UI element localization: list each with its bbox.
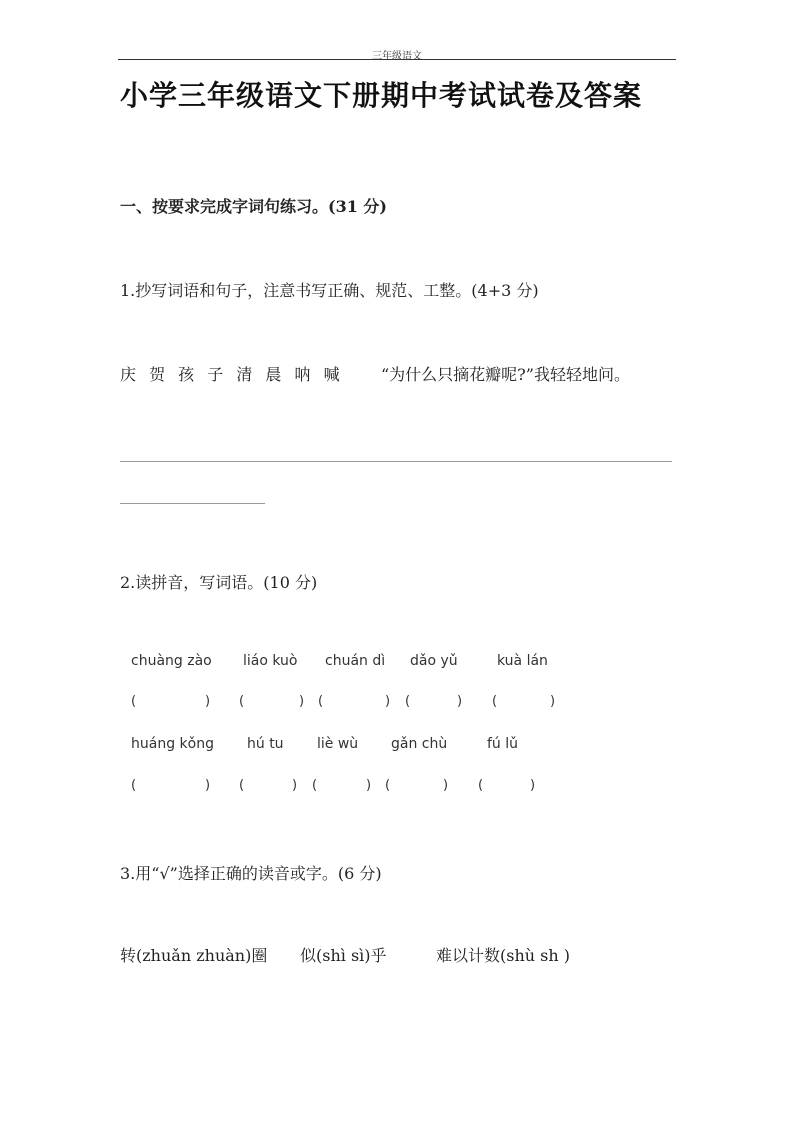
question-2-prompt: 2.读拼音，写词语。(10 分): [120, 573, 318, 592]
pinyin-item: fú lǔ: [487, 736, 519, 752]
answer-paren-open: (: [131, 778, 137, 793]
pinyin-item: gǎn chù: [391, 736, 448, 752]
answer-paren-close: ): [292, 778, 298, 793]
reading-option: 难以计数(shù sh ): [436, 946, 570, 965]
header-divider: [118, 59, 676, 60]
answer-paren-open: (: [385, 778, 391, 793]
answer-paren-open: (: [239, 778, 245, 793]
answer-paren-close: ): [205, 778, 211, 793]
answer-paren-close: ): [457, 694, 463, 709]
answer-paren-open: (: [405, 694, 411, 709]
pinyin-item: dǎo yǔ: [410, 653, 458, 669]
answer-paren-close: ): [366, 778, 372, 793]
answer-paren-close: ): [530, 778, 536, 793]
answer-paren-open: (: [131, 694, 137, 709]
answer-paren-close: ): [385, 694, 391, 709]
answer-paren-close: ): [205, 694, 211, 709]
page-title: 小学三年级语文下册期中考试试卷及答案: [120, 79, 643, 112]
writing-line: [120, 461, 672, 462]
pinyin-item: chuán dì: [325, 653, 386, 669]
reading-option: 转(zhuǎn zhuàn)圈: [120, 946, 268, 965]
answer-paren-close: ): [299, 694, 305, 709]
copy-words: 庆 贺 孩 子 清 晨 呐 喊: [120, 365, 340, 384]
writing-line-short: [120, 503, 265, 504]
section-1-heading: 一、按要求完成字词句练习。(31 分): [120, 197, 387, 216]
answer-paren-open: (: [492, 694, 498, 709]
question-3-prompt: 3.用“√”选择正确的读音或字。(6 分): [120, 864, 382, 883]
question-1-prompt: 1.抄写词语和句子，注意书写正确、规范、工整。(4+3 分): [120, 281, 539, 300]
reading-option: 似(shì sì)乎: [300, 946, 387, 965]
pinyin-item: huáng kǒng: [131, 736, 214, 752]
answer-paren-open: (: [239, 694, 245, 709]
answer-paren-open: (: [318, 694, 324, 709]
pinyin-item: liáo kuò: [243, 653, 298, 669]
answer-paren-open: (: [312, 778, 318, 793]
pinyin-item: chuàng zào: [131, 653, 212, 669]
answer-paren-open: (: [478, 778, 484, 793]
page-header-label: 三年级语文: [372, 51, 422, 62]
answer-paren-close: ): [550, 694, 556, 709]
answer-paren-close: ): [443, 778, 449, 793]
pinyin-item: kuà lán: [497, 653, 548, 669]
pinyin-item: hú tu: [247, 736, 284, 752]
pinyin-item: liè wù: [317, 736, 359, 752]
copy-sentence: “为什么只摘花瓣呢?”我轻轻地问。: [381, 365, 630, 384]
